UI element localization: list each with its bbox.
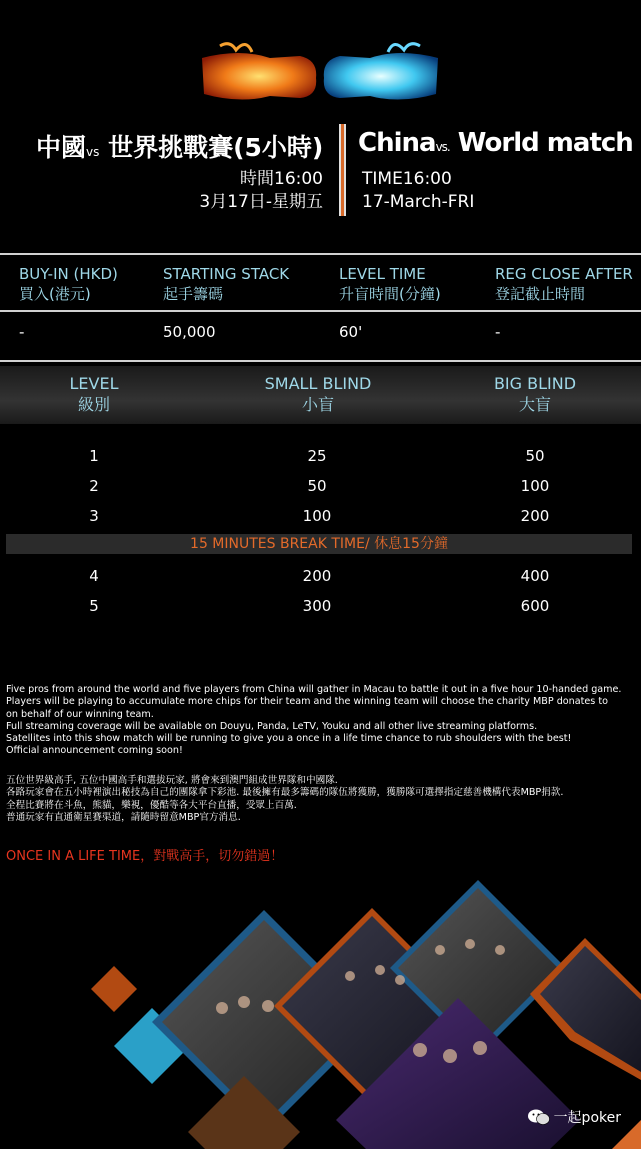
description-line: Official announcement coming soon! bbox=[6, 745, 183, 757]
level-cell: 5 bbox=[89, 597, 99, 615]
level-cell: 2 bbox=[89, 477, 99, 495]
title-divider bbox=[339, 124, 346, 216]
description-line: 普通玩家有直通衛星賽渠道，請隨時留意MBP官方消息. bbox=[6, 811, 241, 823]
header-big-blind bbox=[470, 373, 600, 415]
big-blind-cell: 600 bbox=[520, 597, 550, 615]
table-rule bbox=[0, 360, 641, 362]
title-cn-rest: 世界挑戰賽(5小時) bbox=[108, 133, 324, 162]
date-cn: 3月17日-星期五 bbox=[199, 192, 323, 212]
header-starting-stack-cn: 起手籌碼 bbox=[163, 285, 224, 303]
header-level-time-en: LEVEL TIME bbox=[339, 265, 426, 283]
title-cn-vs: vs bbox=[86, 145, 100, 159]
description-line: 各路玩家會在五小時裡演出秘技為自己的團隊拿下彩池. 最後擁有最多籌碼的隊伍將獲勝，獲勝隊可選擇指定慈善機構代表MBP捐款. bbox=[6, 787, 564, 799]
level-cell: 3 bbox=[89, 507, 99, 525]
big-blind-cell: 50 bbox=[525, 447, 545, 465]
header-starting-stack bbox=[163, 264, 289, 304]
watermark-text: 一起poker bbox=[553, 1110, 621, 1126]
tagline: ONCE IN A LIFE TIME，對戰高手，切勿錯過！ bbox=[6, 849, 284, 864]
break-banner: 15 MINUTES BREAK TIME/ 休息15分鐘 bbox=[6, 534, 632, 554]
table-rule bbox=[0, 253, 641, 255]
title-cn-main: 中國 bbox=[36, 133, 87, 162]
wechat-icon bbox=[528, 1108, 550, 1126]
level-cell: 4 bbox=[89, 567, 99, 585]
header-reg-close-cn: 登記截止時間 bbox=[495, 285, 586, 303]
description-line: Satellites into this show match will be running to give you a once in a life time chance to rub shoulders with the best! bbox=[6, 733, 572, 745]
header-level-time-cn: 升盲時間(分鐘) bbox=[339, 285, 441, 303]
description-english bbox=[6, 684, 634, 758]
fists-logo-image bbox=[200, 38, 440, 110]
big-blind-cell: 400 bbox=[520, 567, 550, 585]
header-level-en: LEVEL bbox=[69, 374, 119, 393]
small-blind-cell: 100 bbox=[302, 507, 332, 525]
schedule-chinese bbox=[199, 168, 323, 214]
header-reg-close-en: REG CLOSE AFTER bbox=[495, 265, 633, 283]
header-starting-stack-en: STARTING STACK bbox=[163, 265, 290, 283]
title-en-main: China bbox=[358, 128, 436, 158]
description-line: Five pros from around the world and five players from China will gather in Macau to battle it out in a five hour 10-handed game. bbox=[6, 684, 622, 695]
date-en: 17-March-FRI bbox=[362, 192, 475, 212]
table-rule bbox=[0, 310, 641, 312]
header-level-time bbox=[339, 264, 441, 304]
title-en-vs: vs. bbox=[435, 140, 450, 154]
big-blind-cell: 100 bbox=[520, 477, 550, 495]
description-line: on behalf of our winning team. bbox=[6, 708, 154, 720]
time-en: TIME16:00 bbox=[362, 169, 452, 189]
header-level-cn: 級別 bbox=[77, 395, 110, 414]
description-line: Full streaming coverage will be available on Douyu, Panda, LeTV, Youku and all other live streaming platforms. bbox=[6, 720, 538, 732]
value-buy-in: - bbox=[19, 323, 25, 341]
header-small-blind-cn: 小盲 bbox=[301, 395, 334, 414]
header-buy-in bbox=[19, 264, 118, 304]
header-small-blind-en: SMALL BLIND bbox=[264, 374, 372, 393]
level-cell: 1 bbox=[89, 447, 99, 465]
small-blind-cell: 25 bbox=[307, 447, 327, 465]
value-reg-close: - bbox=[495, 323, 501, 341]
small-blind-cell: 200 bbox=[302, 567, 332, 585]
header-level bbox=[44, 373, 144, 415]
header-big-blind-cn: 大盲 bbox=[518, 395, 551, 414]
big-blind-cell: 200 bbox=[520, 507, 550, 525]
header-buy-in-en: BUY-IN (HKD) bbox=[19, 265, 118, 283]
small-blind-cell: 300 bbox=[302, 597, 332, 615]
small-blind-cell: 50 bbox=[307, 477, 327, 495]
description-line: 五位世界級高手, 五位中國高手和選拔玩家, 將會來到澳門組成世界隊和中國隊. bbox=[6, 775, 338, 786]
title-chinese bbox=[36, 128, 323, 164]
header-big-blind-en: BIG BLIND bbox=[493, 374, 577, 393]
description-chinese bbox=[6, 775, 634, 824]
header-reg-close bbox=[495, 264, 633, 304]
description-line: 全程比賽將在斗魚，熊貓，樂視，優酷等各大平台直播，受眾上百萬. bbox=[6, 799, 297, 811]
title-english bbox=[358, 128, 633, 158]
time-cn: 時間16:00 bbox=[240, 169, 323, 189]
value-starting-stack: 50,000 bbox=[163, 323, 216, 341]
title-en-rest: World match bbox=[457, 128, 633, 158]
description-line: Players will be playing to accumulate more chips for their team and the winning team will choose the charity MBP donates to bbox=[6, 696, 608, 708]
value-level-time: 60' bbox=[339, 323, 363, 341]
watermark bbox=[528, 1107, 621, 1127]
schedule-english bbox=[362, 168, 474, 214]
header-small-blind bbox=[248, 373, 388, 415]
header-buy-in-cn: 買入(港元) bbox=[19, 285, 91, 303]
